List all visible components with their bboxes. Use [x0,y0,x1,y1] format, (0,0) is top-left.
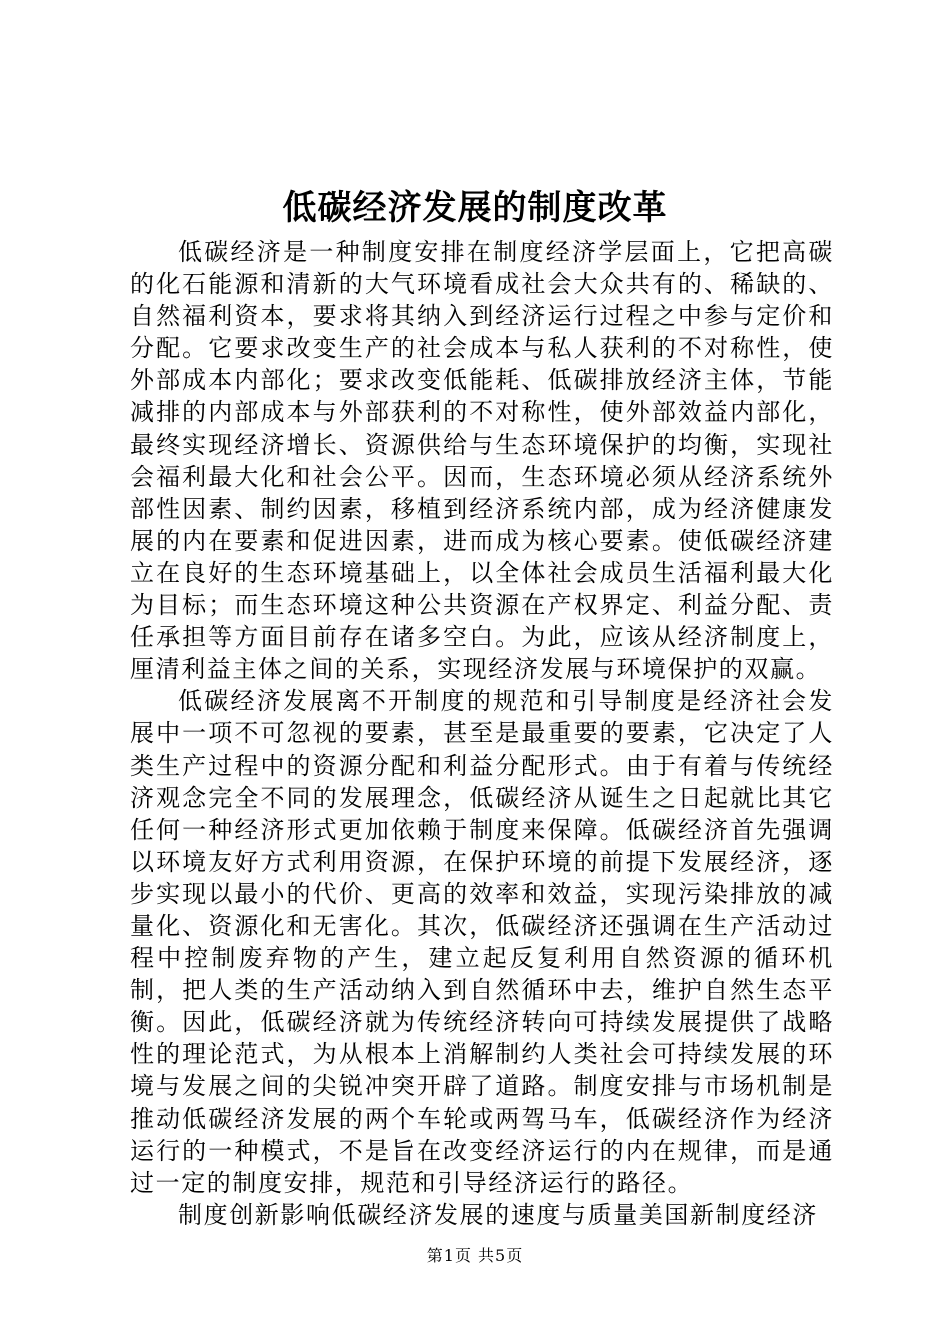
paragraph-2: 低碳经济发展离不开制度的规范和引导制度是经济社会发展中一项不可忽视的要素，甚至是最重要的要素，它决定了人类生产过程中的资源分配和利益分配形式。由于有着与传统经济观念完全不同的发展理念，低碳经济从诞生之日起就比其它任何一种经济形式更加依赖于制度来保障。低碳经济首先强调以环境友好方式利用资源，在保护环境的前提下发展经济，逐步实现以最小的代价、更高的效率和效益，实现污染排放的减量化、资源化和无害化。其次，低碳经济还强调在生产活动过程中控制废弃物的产生，建立起反复利用自然资源的循环机制，把人类的生产活动纳入到自然循环中去，维护自然生态平衡。因此，低碳经济就为传统经济转向可持续发展提供了战略性的理论范式，为从根本上消解制约人类社会可持续发展的环境与发展之间的尖锐冲突开辟了道路。制度安排与市场机制是推动低碳经济发展的两个车轮或两驾马车，低碳经济作为经济运行的一种模式，不是旨在改变经济运行的内在规律，而是通过一定的制度安排，规范和引导经济运行的路径。 [130,687,834,1197]
document-body [130,236,834,1231]
page-number: 第1页 共5页 [426,1246,524,1265]
paragraph-3: 制度创新影响低碳经济发展的速度与质量美国新制度经济 [178,1200,818,1229]
document-title: 低碳经济发展的制度改革 [282,188,668,228]
paragraph-1: 低碳经济是一种制度安排在制度经济学层面上，它把高碳的化石能源和清新的大气环境看成社会大众共有的、稀缺的、自然福利资本，要求将其纳入到经济运行过程之中参与定价和分配。它要求改变生产的社会成本与私人获利的不对称性，使外部成本内部化；要求改变低能耗、低碳排放经济主体，节能减排的内部成本与外部获利的不对称性，使外部效益内部化，最终实现经济增长、资源供给与生态环境保护的均衡，实现社会福利最大化和社会公平。因而，生态环境必须从经济系统外部性因素、制约因素，移植到经济系统内部，成为经济健康发展的内在要素和促进因素，进而成为核心要素。使低碳经济建立在良好的生态环境基础上，以全体社会成员生活福利最大化为目标；而生态环境这种公共资源在产权界定、利益分配、责任承担等方面目前存在诸多空白。为此，应该从经济制度上，厘清利益主体之间的关系，实现经济发展与环境保护的双赢。 [130,238,834,684]
page-footer [0,1244,950,1268]
